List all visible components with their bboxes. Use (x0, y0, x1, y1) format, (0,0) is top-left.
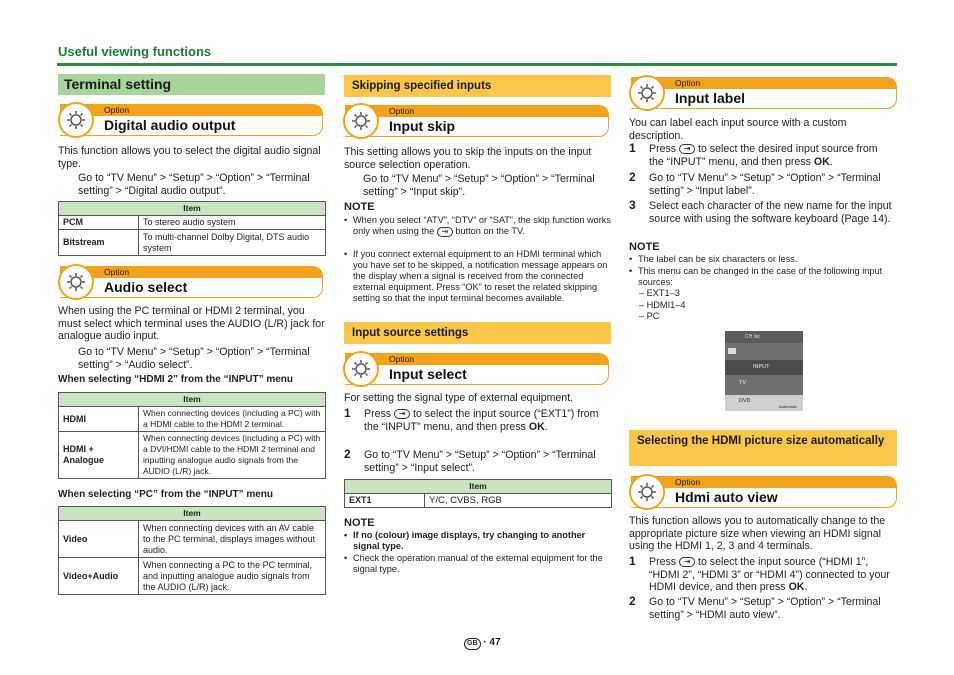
label-sub-3: – PC (639, 311, 660, 321)
table-header: Item (59, 507, 326, 521)
section-title: Useful viewing functions (58, 44, 212, 59)
hdmi-auto-view-title: Hdmi auto view (675, 489, 778, 505)
page-footer (464, 637, 501, 650)
skip-note-1: • When you select “ATV”, “DTV” or “SAT”, the skip function works only when using the ⇥ button on the TV. (344, 215, 611, 236)
audio-select-option (60, 266, 323, 298)
skip-description: This setting allows you to skip the inputs on the input source selection operation. (344, 146, 592, 171)
digital-audio-output-title: Digital audio output (104, 117, 236, 133)
table-row: Video When connecting devices with an AV cable to the PC terminal, displays images without audio. (59, 521, 326, 558)
skipping-inputs-heading: Skipping specified inputs (344, 75, 611, 97)
option-icon (629, 75, 665, 111)
hdmi-selection-label: When selecting “HDMI 2” from the “INPUT” menu (58, 374, 294, 385)
input-skip-title: Input skip (389, 118, 456, 134)
input-select-title: Input select (389, 366, 467, 382)
input-icon: ⇥ (679, 557, 695, 567)
hdmi-auto-view-option (631, 476, 897, 508)
gb-badge: GB (464, 638, 481, 650)
pc-selection-label: When selecting “PC” from the “INPUT” menu (58, 489, 274, 500)
label-step-1: 1 Press ⇥ to select the desired input source from the “INPUT” menu, and then press OK. (629, 141, 878, 168)
input-source-settings-heading: Input source settings (344, 322, 611, 344)
table-row: HDMI When connecting devices (including a PC) with a HDMI cable to the HDMI 2 terminal. (59, 407, 326, 432)
table-header: Item (345, 480, 612, 494)
skip-note-heading: NOTE (344, 201, 375, 213)
dao-table (58, 201, 326, 256)
select-step-1: 1 Press ⇥ to select the input source (“EXT1”) from the “INPUT” menu, and then press OK. (344, 406, 599, 433)
input-label-option (631, 77, 897, 109)
label-step-2: 2 Go to “TV Menu” > “Setup” > “Option” > “Terminal setting” > “Input label”. (629, 170, 881, 197)
select-description: For setting the signal type of external equipment. (344, 392, 574, 404)
input-select-table (344, 479, 612, 508)
header-rule (57, 63, 897, 66)
hdmi-picture-size-heading: Selecting the HDMI picture size automatically (629, 430, 897, 466)
hav-step-1: 1 Press ⇥ to select the input source (“HDMI 1”, “HDMI 2”, “HDMI 3” or “HDMI 4”) connected to your HDMI device, and then press OK. (629, 554, 890, 594)
input-label-title: Input label (675, 90, 745, 106)
label-sub-2: – HDMI1–4 (639, 300, 686, 310)
label-description: You can label each input source with a custom description. (629, 117, 847, 142)
input-skip-option (345, 105, 609, 137)
hdmi-table (58, 392, 326, 479)
input-icon: ⇥ (394, 409, 410, 419)
hav-description: This function allows you to automatically change to the appropriate picture size when viewing an HDMI signal using the HDMI 1, 2, 3 and 4 terminals. (629, 515, 886, 553)
skip-note-2: • If you connect external equipment to an HDMI terminal which you have set to be skipped, a notification message appears on the display when a signal is received from the connected external equipment. Press “OK” to reset the related skipping setting so that the input terminal becomes available. (344, 249, 608, 303)
option-icon (58, 264, 94, 300)
skip-menu-path: Go to “TV Menu” > “Setup” > “Option” > “Terminal setting” > “Input skip”. (363, 173, 595, 198)
table-row: PCM To stereo audio system (59, 216, 326, 230)
table-header: Item (59, 393, 326, 407)
select-note-2: • Check the operation manual of the external equipment for the signal type. (344, 553, 603, 574)
label-step-3: 3 Select each character of the new name for the input source with using the software keyboard (Page 14). (629, 198, 892, 225)
option-label: Option (345, 106, 608, 117)
option-icon (343, 103, 379, 139)
audio-select-title: Audio select (104, 279, 188, 295)
option-label: Option (60, 105, 322, 116)
option-label: Option (345, 354, 608, 365)
label-note-1: • The label can be six characters or less. (629, 254, 798, 264)
option-icon (343, 351, 379, 387)
as-description: When using the PC terminal or HDMI 2 terminal, you must select which terminal uses the AUDIO (L/R) jack for analogue audio input. (58, 305, 325, 343)
page-number: · 47 (483, 637, 501, 648)
table-header: Item (59, 202, 326, 216)
as-menu-path: Go to “TV Menu” > “Setup” > “Option” > “Terminal setting” > “Audio select”. (78, 346, 310, 371)
option-icon (629, 474, 665, 510)
dao-description: This function allows you to select the digital audio signal type. (58, 145, 321, 170)
table-row: HDMI + Analogue When connecting devices (including a PC) with a DVI/HDMI cable to the HDMI 2 terminal and inputting analogue audio signals from the AUDIO (L/R) jack. (59, 432, 326, 479)
input-icon: ⇥ (437, 227, 453, 237)
hav-step-2: 2 Go to “TV Menu” > “Setup” > “Option” > “Terminal setting” > “HDMI auto view”. (629, 594, 881, 621)
input-select-option (345, 353, 609, 385)
terminal-setting-heading: Terminal setting (58, 74, 325, 95)
label-sub-1: – EXT1–3 (639, 288, 680, 298)
input-icon: ⇥ (679, 144, 695, 154)
dao-menu-path: Go to “TV Menu” > “Setup” > “Option” > “Terminal setting” > “Digital audio output”. (78, 172, 310, 197)
digital-audio-output-option (60, 104, 323, 136)
option-label: Option (631, 477, 896, 488)
option-label: Option (631, 78, 896, 89)
table-row: Bitstream To multi-channel Dolby Digital, DTS audio system (59, 230, 326, 256)
option-icon (58, 102, 94, 138)
table-row: EXT1 Y/C, CVBS, RGB (345, 494, 612, 508)
select-note-heading: NOTE (344, 517, 375, 529)
select-note-1: • If no (colour) image displays, try changing to another signal type. (344, 530, 586, 551)
label-note-2: • This menu can be changed in the case of the following input sources: (629, 266, 883, 287)
tv-screenshot: CH list INPUT TV DVD Automatic (725, 331, 803, 411)
option-label: Option (60, 267, 322, 278)
pc-table (58, 506, 326, 595)
table-row: Video+Audio When connecting a PC to the PC terminal, and inputting analogue audio signals from the AUDIO (L/R) jack. (59, 558, 326, 595)
label-note-heading: NOTE (629, 241, 660, 253)
select-step-2: 2 Go to “TV Menu” > “Setup” > “Option” > “Terminal setting” > “Input select”. (344, 447, 596, 474)
